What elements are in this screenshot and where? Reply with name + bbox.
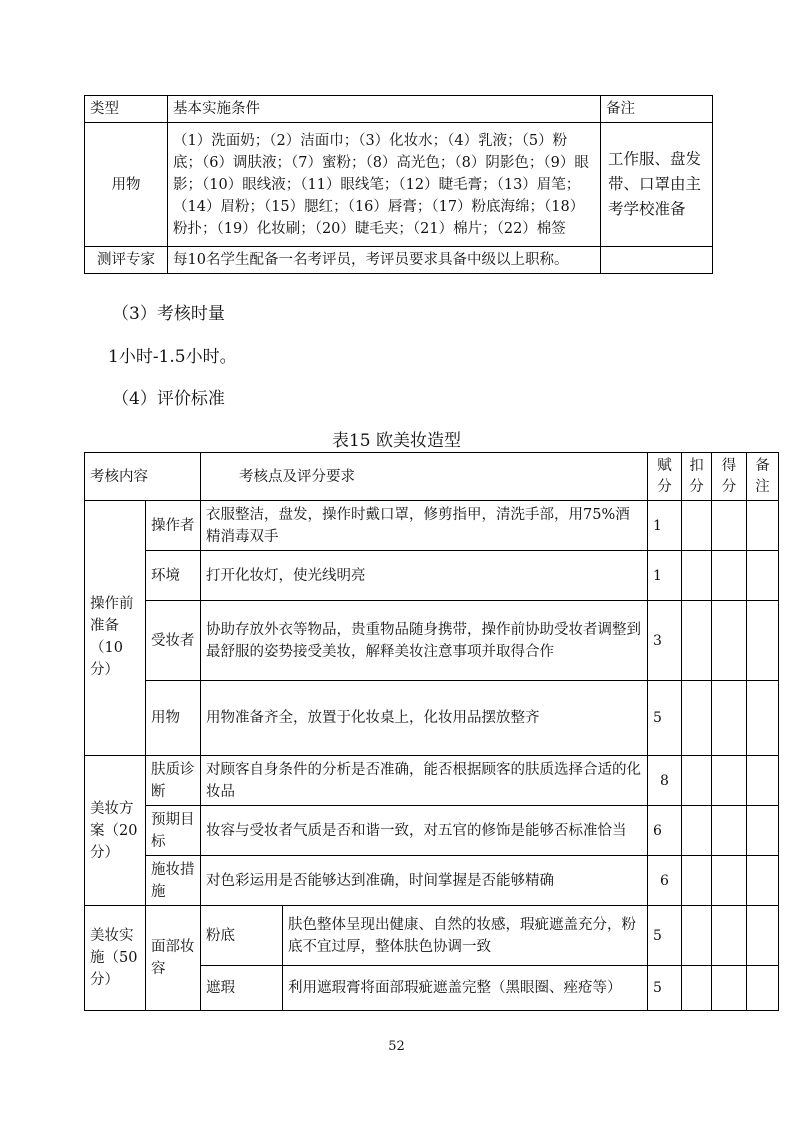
deduct-cell — [682, 681, 712, 756]
requirement-text: 肤色整体呈现出健康、自然的妆感，瑕疵遮盖充分，粉底不宜过厚，整体肤色协调一致 — [283, 906, 648, 966]
requirement-text: 衣服整洁，盘发，操作时戴口罩，修剪指甲，清洗手部，用75%酒精消毒双手 — [201, 501, 648, 551]
section-3-text: 1小时-1.5小时。 — [108, 347, 237, 367]
get-cell — [712, 681, 747, 756]
header-score: 赋分 — [648, 453, 682, 501]
header-deduct: 扣分 — [682, 453, 712, 501]
table-row — [85, 681, 779, 756]
get-cell — [712, 601, 747, 681]
deduct-cell — [682, 906, 712, 966]
score-value: 6 — [648, 856, 682, 906]
table-row — [85, 806, 779, 856]
score-value: 5 — [648, 906, 682, 966]
subgroup-label: 面部妆容 — [146, 906, 201, 1011]
table-row — [85, 756, 779, 806]
table-row — [85, 906, 779, 966]
remark-cell — [747, 681, 779, 756]
get-cell — [712, 906, 747, 966]
experts-label: 测评专家 — [85, 247, 168, 274]
remark-cell — [747, 856, 779, 906]
table-caption: 表15 欧美妆造型 — [331, 431, 462, 451]
get-cell — [712, 756, 747, 806]
requirement-text: 对色彩运用是否能够达到准确，时间掌握是否能够精确 — [201, 856, 648, 906]
header-remark: 备注 — [747, 453, 779, 501]
get-cell — [712, 501, 747, 551]
deduct-cell — [682, 756, 712, 806]
supplies-label: 用物 — [85, 123, 168, 247]
remark-cell — [747, 966, 779, 1011]
requirement-text: 打开化妆灯，使光线明亮 — [201, 551, 648, 601]
header-type: 类型 — [85, 96, 168, 123]
remark-cell — [747, 551, 779, 601]
requirement-text: 用物准备齐全，放置于化妆桌上，化妆用品摆放整齐 — [201, 681, 648, 756]
header-conditions: 基本实施条件 — [168, 96, 601, 123]
score-value: 8 — [648, 756, 682, 806]
item-label: 肤质诊断 — [146, 756, 201, 806]
score-value: 1 — [648, 501, 682, 551]
requirement-text: 协助存放外衣等物品，贵重物品随身携带，操作前协助受妆者调整到最舒服的姿势接受美妆，解释美妆注意事项并取得合作 — [201, 601, 648, 681]
score-value: 6 — [648, 806, 682, 856]
section-3-heading: （3）考核时量 — [112, 304, 225, 324]
page-number: 52 — [388, 1039, 405, 1054]
get-cell — [712, 551, 747, 601]
score-value: 5 — [648, 681, 682, 756]
header-content: 考核内容 — [85, 453, 201, 501]
item-label: 遮瑕 — [201, 966, 283, 1011]
deduct-cell — [682, 501, 712, 551]
table-row — [85, 601, 779, 681]
score-value: 5 — [648, 966, 682, 1011]
experts-text: 每10名学生配备一名考评员，考评员要求具备中级以上职称。 — [168, 247, 601, 274]
deduct-cell — [682, 966, 712, 1011]
header-get: 得分 — [712, 453, 747, 501]
score-value: 3 — [648, 601, 682, 681]
supplies-note: 工作服、盘发带、口罩由主考学校准备 — [601, 123, 713, 247]
remark-cell — [747, 756, 779, 806]
section-4-heading: （4）评价标准 — [112, 389, 225, 409]
remark-cell — [747, 906, 779, 966]
item-label: 施妆措施 — [146, 856, 201, 906]
item-label: 受妆者 — [146, 601, 201, 681]
evaluation-standard-table — [84, 452, 779, 1011]
deduct-cell — [682, 856, 712, 906]
get-cell — [712, 856, 747, 906]
header-points: 考核点及评分要求 — [201, 453, 648, 501]
requirement-text: 利用遮瑕膏将面部瑕疵遮盖完整（黑眼圈、痤疮等） — [283, 966, 648, 1011]
score-value: 1 — [648, 551, 682, 601]
group-label-implement: 美妆实施（50分） — [85, 906, 146, 1011]
supplies-list: （1）洗面奶；（2）洁面巾；（3）化妆水；（4）乳液；（5）粉底；（6）调肤液；（7）蜜粉；（8）高光色；（8）阴影色；（9）眼影；（10）眼线液；（11）眼线笔；（12）睫毛膏；（13）眉笔；（14）眉粉；（15）腮红；（16）唇膏；（17）粉底海绵；（18）粉扑；（19）化妆刷；（20）睫毛夹；（21）棉片；（22）棉签 — [168, 123, 601, 247]
deduct-cell — [682, 601, 712, 681]
remark-cell — [747, 501, 779, 551]
remark-cell — [747, 806, 779, 856]
get-cell — [712, 806, 747, 856]
requirement-text: 妆容与受妆者气质是否和谐一致，对五官的修饰是能够否标准恰当 — [201, 806, 648, 856]
item-label: 环境 — [146, 551, 201, 601]
item-label: 用物 — [146, 681, 201, 756]
group-label-plan: 美妆方案（20分） — [85, 756, 146, 906]
item-label: 粉底 — [201, 906, 283, 966]
deduct-cell — [682, 551, 712, 601]
remark-cell — [747, 601, 779, 681]
item-label: 预期目标 — [146, 806, 201, 856]
item-label: 操作者 — [146, 501, 201, 551]
implementation-conditions-table — [84, 95, 713, 274]
table-row — [85, 551, 779, 601]
experts-note — [601, 247, 713, 274]
table-row — [85, 501, 779, 551]
group-label-prep: 操作前准备（10分） — [85, 501, 146, 756]
deduct-cell — [682, 806, 712, 856]
get-cell — [712, 966, 747, 1011]
table-row — [85, 856, 779, 906]
requirement-text: 对顾客自身条件的分析是否准确，能否根据顾客的肤质选择合适的化妆品 — [201, 756, 648, 806]
header-notes: 备注 — [601, 96, 713, 123]
